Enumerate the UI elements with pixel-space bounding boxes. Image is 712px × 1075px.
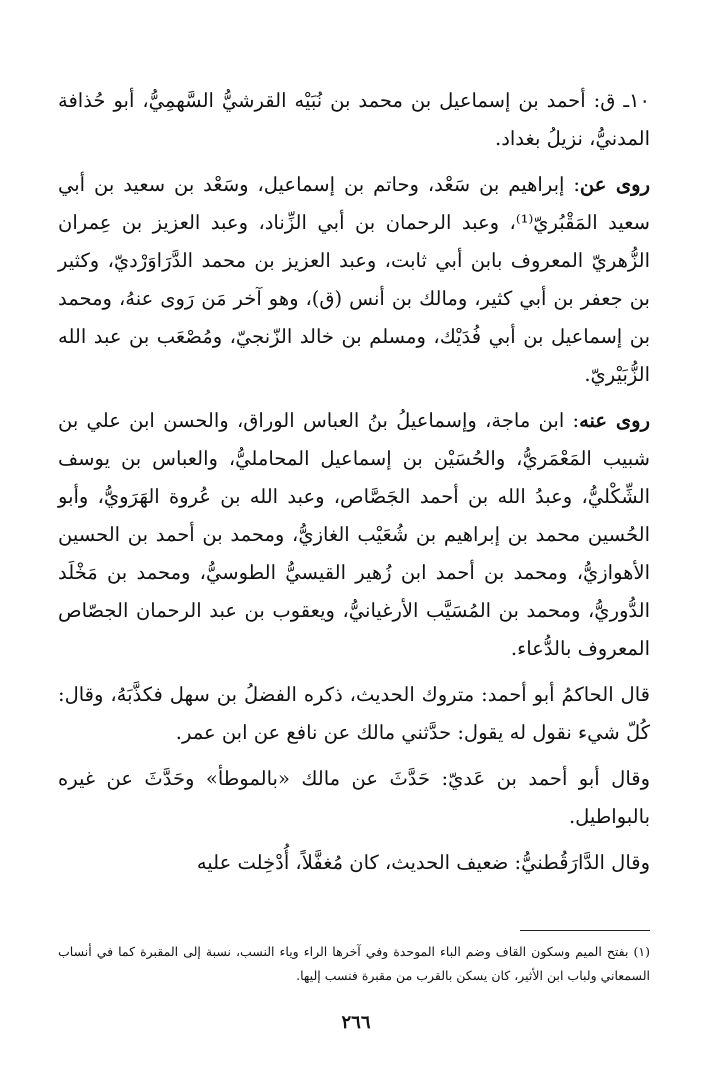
quote-text: وقال الدَّارَقُطنيُّ: ضعيف الحديث، كان مُغفَّلاً، أُدْخِلت عليه bbox=[196, 851, 650, 874]
entry-heading-text: ١٠ـ ق: أحمد بن إسماعيل بن محمد بن نُبَيْه القرشيُّ السَّهمِيُّ، أبو حُذافة المدنيُّ، نزيلُ بغداد. bbox=[58, 89, 650, 150]
narrated-from-text: : إبراهيم بن سَعْد، وحاتم بن إسماعيل، وسَعْد بن سعيد بن أبي سعيد المَقْبُريّ⁽¹⁾، وعبد الرحمان بن أبي الزِّناد، وعبد العزيز بن عِمران الزُّهريّ المعروف بابن أبي ثابت، وعبد العزيز بن محمد الدَّرَاوَرْديّ، وكثير بن جعفر بن أبي كثير، ومالك بن أنس (ق)، وهو آخر مَن رَوى عنهُ، ومحمد بن إسماعيل بن أبي فُدَيْك، ومسلم بن خالد الزّنجيّ، ومُصْعَب بن عبد الله الزُّبَيْريّ. bbox=[58, 173, 650, 386]
entry-heading bbox=[58, 82, 650, 158]
quote-ibn-adi bbox=[58, 760, 650, 836]
footnote-divider bbox=[520, 930, 650, 931]
footnote-text: (١) بفتح الميم وسكون القاف وضم الباء الموحدة وفي آخرها الراء وياء النسب، نسبة إلى المقبرة كما في أنساب السمعاني ولباب ابن الأثير، كان يسكن بالقرب من مقبرة فنسب إليها. bbox=[58, 944, 650, 983]
narrated-by-paragraph bbox=[58, 402, 650, 668]
narrated-from-label: روى عن bbox=[579, 173, 650, 196]
narrated-by-text: : ابن ماجة، وإسماعيلُ بنُ العباس الوراق، والحسن ابن علي بن شبيب المَعْمَريُّ، والحُسَيْن بن إسماعيل المحامليُّ، والعباس بن يوسف الشِّكْليُّ، وعبدُ الله بن أحمد الجَصَّاص، وعبد الله بن عُروة الهَرَويُّ، وأبو الحُسين محمد بن إبراهيم بن شُعَيْب الغازيُّ، ومحمد بن أحمد بن الحسين الأهوازيُّ، ومحمد بن أحمد ابن زُهير القيسيُّ الطوسيُّ، ومحمد بن مَخْلَد الدُّوريُّ، ومحمد بن المُسَيَّب الأرغيانيُّ، ويعقوب بن عبد الرحمان الجصّاص المعروف بالدُّعاء. bbox=[58, 409, 650, 660]
quote-hakim bbox=[58, 676, 650, 752]
page-number: ٢٦٦ bbox=[341, 1012, 371, 1033]
quote-daraqutni bbox=[58, 844, 650, 882]
narrated-by-label: روى عنه bbox=[579, 409, 651, 432]
quote-text: قال الحاكمُ أبو أحمد: متروك الحديث، ذكره الفضلُ بن سهل فكذَّبَهُ، وقال: كُلّ شيء نقول له يقول: حدَّثني مالك عن نافع عن ابن عمر. bbox=[58, 683, 650, 744]
footnote bbox=[58, 940, 650, 988]
narrated-from-paragraph bbox=[58, 166, 650, 394]
quote-text: وقال أبو أحمد بن عَديّ: حَدَّثَ عن مالك «بالموطأ» وحَدَّثَ عن غيره بالبواطيل. bbox=[58, 767, 650, 828]
